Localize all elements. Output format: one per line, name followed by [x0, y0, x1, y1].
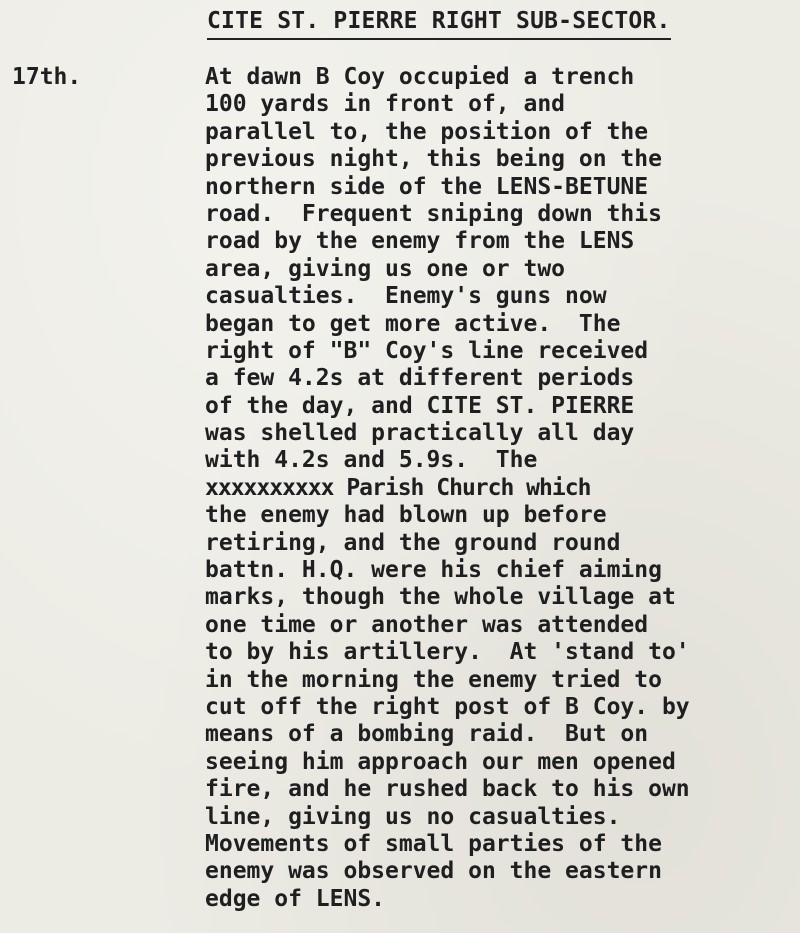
entry-date: 17th.: [12, 64, 82, 90]
text-line: seeing him approach our men opened: [205, 748, 676, 775]
text-line: the enemy had blown up before: [205, 502, 607, 529]
text-line: Movements of small parties of the: [205, 830, 662, 857]
text-line: cut off the right post of B Coy. by: [205, 693, 690, 720]
text-line: area, giving us one or two: [205, 255, 566, 282]
text-line: to by his artillery. At 'stand to': [205, 639, 690, 666]
text-line: line, giving us no casualties.: [205, 803, 621, 830]
text-line: began to get more active. The: [205, 310, 621, 337]
text-line: At dawn B Coy occupied a trench: [205, 64, 635, 90]
text-line: edge of LENS.: [205, 885, 386, 912]
text-line: northern side of the LENS-BETUNE: [205, 173, 649, 200]
text-line: marks, though the whole village at: [205, 584, 676, 611]
text-line: with 4.2s and 5.9s. The: [205, 447, 538, 474]
text-line: in the morning the enemy tried to: [205, 666, 662, 693]
text-line: previous night, this being on the: [205, 146, 662, 173]
text-line: fire, and he rushed back to his own: [205, 776, 690, 803]
text-line: one time or another was attended: [205, 611, 649, 638]
text-line: of the day, and CITE ST. PIERRE: [205, 392, 635, 419]
entry-text: [205, 64, 795, 913]
text-line: a few 4.2s at different periods: [205, 365, 635, 392]
section-heading: CITE ST. PIERRE RIGHT SUB-SECTOR.: [207, 6, 671, 40]
text-line: road by the enemy from the LENS: [205, 228, 635, 255]
text-line: retiring, and the ground round: [205, 529, 621, 556]
text-line: parallel to, the position of the: [205, 118, 649, 145]
text-line: right of "B" Coy's line received: [205, 337, 649, 364]
text-line: was shelled practically all day: [205, 420, 635, 447]
text-line: road. Frequent sniping down this: [205, 200, 662, 227]
text-line: enemy was observed on the eastern: [205, 858, 662, 885]
text-line: battn. H.Q. were his chief aiming: [205, 557, 662, 584]
text-line: means of a bombing raid. But on: [205, 721, 649, 748]
text-line: 100 yards in front of, and: [205, 91, 566, 118]
text-line-struck: xxxxxxxxxx Parish Church which: [205, 474, 591, 501]
text-line: casualties. Enemy's guns now: [205, 283, 607, 310]
